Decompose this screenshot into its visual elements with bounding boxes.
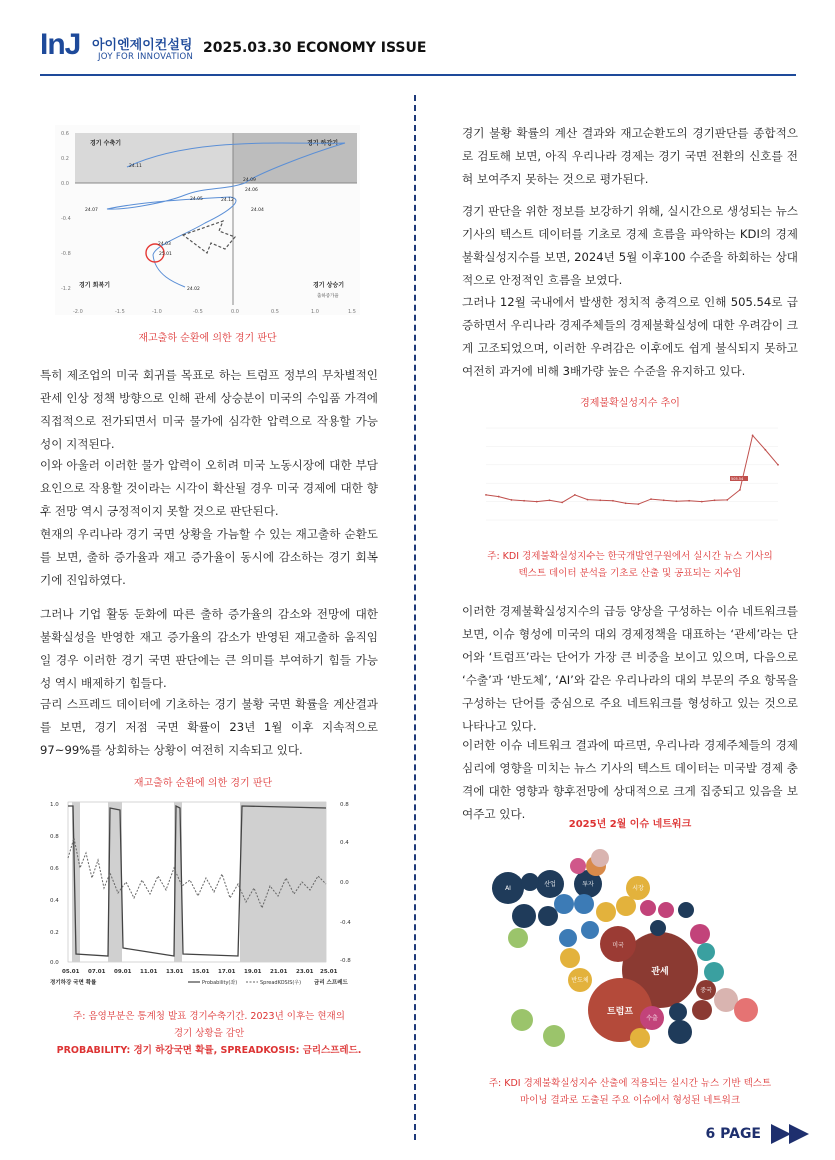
data-point — [714, 499, 716, 501]
q-recovery-label: 경기 회복기 — [79, 282, 111, 289]
svg-text:13.01: 13.01 — [166, 969, 184, 975]
data-point — [485, 494, 487, 496]
svg-text:15.01: 15.01 — [192, 969, 210, 975]
data-point — [523, 500, 525, 502]
svg-text:-1.2: -1.2 — [61, 286, 71, 292]
data-point — [663, 499, 665, 501]
next-arrows-icon — [769, 1122, 813, 1146]
header-rule — [40, 74, 796, 76]
inventory-cycle-chart — [55, 125, 360, 315]
data-point — [549, 499, 551, 501]
bubble-word-tariff: 관세 — [651, 967, 669, 977]
data-point — [726, 499, 728, 501]
svg-text:24.09: 24.09 — [243, 178, 256, 183]
right-paragraph-5: 이러한 이슈 네트워크 결과에 따르면, 우리나라 경제주체들의 경제심리에 영향을 미치는 뉴스 기사의 텍스트 데이터는 미국발 경제 충격에 대한 영향과 향후전망에 상대적으로 크게 집중되고 있음을 보여주고 있다. — [462, 738, 798, 821]
data-point — [587, 499, 589, 501]
page-header — [40, 22, 800, 78]
svg-text:0.0: 0.0 — [50, 960, 59, 966]
svg-text:0.4: 0.4 — [340, 840, 349, 846]
svg-text:1.5: 1.5 — [348, 309, 356, 315]
chart3-caption: 경제불확실성지수 추이 — [580, 398, 680, 409]
svg-text:0.2: 0.2 — [50, 930, 59, 936]
svg-text:24.03: 24.03 — [158, 242, 171, 247]
svg-text:24.06: 24.06 — [245, 188, 258, 193]
data-point — [637, 503, 639, 505]
data-point — [574, 494, 576, 496]
page-number: 6 PAGE — [705, 1126, 761, 1142]
left-paragraph-3: 현재의 우리나라 경기 국면 상황을 가늠할 수 있는 재고출하 순환도를 보면, 출하 증가율과 재고 증가율이 동시에 감소하는 경기 회복기에 진입하였다. — [40, 527, 378, 587]
data-point — [536, 501, 538, 503]
data-point — [701, 501, 703, 503]
bubble-note: 주: KDI 경제불확실성지수 산출에 적용되는 실시간 뉴스 기반 텍스트 마이닝 결과로 도출된 주요 이슈에서 형성된 네트워크 — [488, 1078, 772, 1106]
svg-text:17.01: 17.01 — [218, 969, 236, 975]
logo-korean-name: 아이엔제이컨설팅 — [92, 38, 193, 53]
logo-mark: InJ — [40, 28, 81, 61]
data-point — [599, 499, 601, 501]
svg-text:11.01: 11.01 — [140, 969, 158, 975]
svg-text:-0.5: -0.5 — [193, 309, 203, 315]
svg-text:0.8: 0.8 — [50, 834, 59, 840]
chart2-note: 주: 음영부분은 통계청 발표 경기수축기간. 2023년 이후는 현재의 경기 상황을 감안 PROBABILITY: 경기 하강국면 확률, SPREADKOSIS: 금리스프레드. — [56, 1011, 362, 1056]
svg-text:24.11: 24.11 — [129, 164, 142, 169]
logo-slogan: JOY FOR INNOVATION — [98, 52, 194, 62]
q-contraction-label: 경기 수축기 — [90, 140, 122, 147]
svg-text:0.6: 0.6 — [61, 131, 69, 137]
svg-text:-0.8: -0.8 — [340, 958, 351, 964]
data-point — [625, 502, 627, 504]
column-divider — [414, 95, 416, 1140]
svg-text:-2.0: -2.0 — [73, 309, 83, 315]
right-paragraph-3: 그러나 12월 국내에서 발생한 정치적 충격으로 인해 505.54로 급증하면서 우리나라 경제주체들의 경제불확실성에 대한 우려감이 크게 고조되었으며, 이러한 우려감은 이후에도 쉽게 불식되지 못하고 여전히 과거에 비해 3배가량 높은 수준을 유지하고 있다. — [462, 295, 798, 378]
svg-text:수출: 수출 — [646, 1015, 658, 1022]
svg-text:0.2: 0.2 — [61, 156, 69, 162]
issue-title: 2025.03.30 ECONOMY ISSUE — [203, 40, 427, 56]
left-paragraph-2: 이와 아울러 이러한 물가 압력이 오히려 미국 노동시장에 대한 부담 요인으로 작용할 것이라는 시각이 확산될 경우 미국 경제에 대한 향후 전망 역시 긍정적이지 못할 것으로 판단된다. — [40, 458, 378, 518]
svg-text:0.4: 0.4 — [50, 898, 59, 904]
data-point — [561, 502, 563, 504]
page-footer — [673, 1122, 813, 1148]
svg-text:0.5: 0.5 — [271, 309, 279, 315]
svg-text:07.01: 07.01 — [88, 969, 106, 975]
svg-text:05.01: 05.01 — [62, 969, 80, 975]
svg-text:09.01: 09.01 — [114, 969, 132, 975]
peak-value-label: 505.54 — [731, 477, 744, 481]
svg-text:23.01: 23.01 — [296, 969, 314, 975]
svg-text:0.8: 0.8 — [340, 802, 349, 808]
svg-text:1.0: 1.0 — [311, 309, 319, 315]
right-paragraph-4: 이러한 경제불확실성지수의 급등 양상을 구성하는 이슈 네트워크를 보면, 이슈 형성에 미국의 대외 경제정책을 대표하는 ‘관세’라는 단어와 ‘트럼프’라는 단어가 가장 큰 비중을 보이고 있으며, 다음으로 ‘수출’과 ‘반도체’, ‘AI’와 같은 우리나라의 대외 부문의 주요 항목을 구성하는 단어를 중심으로 주요 네트워크를 형성하고 있는 것으로 나타나고 있다. — [462, 604, 798, 733]
data-point — [688, 500, 690, 502]
svg-text:19.01: 19.01 — [244, 969, 262, 975]
data-point — [498, 496, 500, 498]
svg-text:AI: AI — [505, 885, 511, 892]
data-point — [764, 449, 766, 451]
svg-text:투자: 투자 — [582, 881, 594, 888]
uncertainty-series-line — [486, 435, 778, 504]
q-expansion-label: 경기 상승기 — [313, 282, 345, 289]
svg-text:-1.5: -1.5 — [115, 309, 125, 315]
svg-text:0.6: 0.6 — [50, 866, 59, 872]
left-paragraph-4: 그러나 기업 활동 둔화에 따른 출하 증가율의 감소와 전망에 대한 불확실성을 반영한 재고 증가율의 감소가 반영된 재고출하 움직임일 경우 이러한 경기 국면 판단에는 큰 의미를 부여하기 힘들 가능성 역시 배제하기 힘들다. — [40, 607, 378, 690]
svg-text:25.01: 25.01 — [320, 969, 338, 975]
svg-text:미국: 미국 — [612, 942, 624, 949]
left-paragraph-1: 특히 제조업의 미국 회귀를 목표로 하는 트럼프 정부의 무차별적인 관세 인상 정책 방향으로 인해 관세 상승분이 미국의 수입품 가격에 직접적으로 전가되면서 미국 물가에 심각한 압력으로 작용할 가능성이 지적된다. — [40, 368, 378, 451]
svg-text:0.0: 0.0 — [231, 309, 239, 315]
data-point — [612, 500, 614, 502]
svg-text:산업: 산업 — [544, 881, 556, 888]
left-axis-title: 경기하강 국면 확률 — [50, 980, 97, 986]
data-point — [676, 500, 678, 502]
issue-network-bubbles — [490, 840, 780, 1050]
bubble-word-trump: 트럼프 — [606, 1007, 634, 1017]
right-paragraph-2: 경기 판단을 위한 정보를 보강하기 위해, 실시간으로 생성되는 뉴스 기사의 텍스트 데이터를 기초로 경제 흐름을 파악하는 KDI의 경제불확실성지수를 보면, 2024년 5월 이후100 수준을 하회하는 상대적으로 안정적인 흐름을 보였다. — [462, 204, 798, 287]
company-logo — [40, 22, 200, 72]
data-point — [777, 464, 779, 466]
svg-text:Probability(좌): Probability(좌) — [202, 980, 238, 986]
svg-text:0.0: 0.0 — [340, 880, 349, 886]
x-axis-label: 출하증가율 — [317, 294, 339, 299]
chart2-caption: 재고출하 순환에 의한 경기 판단 — [133, 778, 273, 789]
svg-text:21.01: 21.01 — [270, 969, 288, 975]
svg-text:25.01: 25.01 — [159, 252, 172, 257]
svg-text:시장: 시장 — [632, 885, 644, 892]
svg-text:0.0: 0.0 — [61, 181, 69, 187]
svg-text:24.12: 24.12 — [221, 198, 234, 203]
svg-text:1.0: 1.0 — [50, 802, 59, 808]
svg-text:-0.8: -0.8 — [61, 251, 71, 257]
data-point — [510, 499, 512, 501]
data-point — [739, 489, 741, 491]
svg-text:24.04: 24.04 — [251, 208, 264, 213]
svg-text:24.07: 24.07 — [85, 208, 98, 213]
chart3-note: 주: KDI 경제불확실성지수는 한국개발연구원에서 실시간 뉴스 기사의 텍스트 데이터 분석을 기초로 산출 및 공표되는 지수임 — [487, 551, 773, 579]
svg-text:-1.0: -1.0 — [152, 309, 162, 315]
bubble-caption: 2025년 2월 이슈 네트워크 — [568, 819, 692, 830]
uncertainty-index-chart — [478, 422, 788, 530]
data-point — [752, 435, 754, 437]
svg-text:-0.4: -0.4 — [340, 920, 351, 926]
svg-text:반도체: 반도체 — [571, 977, 589, 984]
svg-text:24.02: 24.02 — [187, 287, 200, 292]
svg-text:-0.4: -0.4 — [61, 216, 71, 222]
svg-text:SpreadKOSIS(우): SpreadKOSIS(우) — [260, 980, 302, 986]
left-paragraph-5: 금리 스프레드 데이터에 기초하는 경기 불황 국면 확률을 계산결과를 보면, 경기 저점 국면 확률이 23년 1월 이후 지속적으로 97~99%를 상회하는 상황이 여전히 지속되고 있다. — [40, 697, 378, 757]
chart1-caption: 재고출하 순환에 의한 경기 판단 — [138, 333, 277, 344]
right-paragraph-1: 경기 불황 확률의 계산 결과와 재고순환도의 경기판단를 종합적으로 검토해 보면, 아직 우리나라 경제는 경기 국면 전환의 신호를 전혀 보여주지 못하는 것으로 평가된다. — [462, 126, 798, 186]
svg-text:중국: 중국 — [700, 987, 712, 994]
right-axis-title: 금리 스프레드 — [314, 980, 348, 986]
q-downturn-label: 경기 하강기 — [307, 140, 339, 147]
svg-text:24.05: 24.05 — [190, 197, 203, 202]
recession-probability-chart — [48, 798, 358, 988]
data-point — [650, 498, 652, 500]
